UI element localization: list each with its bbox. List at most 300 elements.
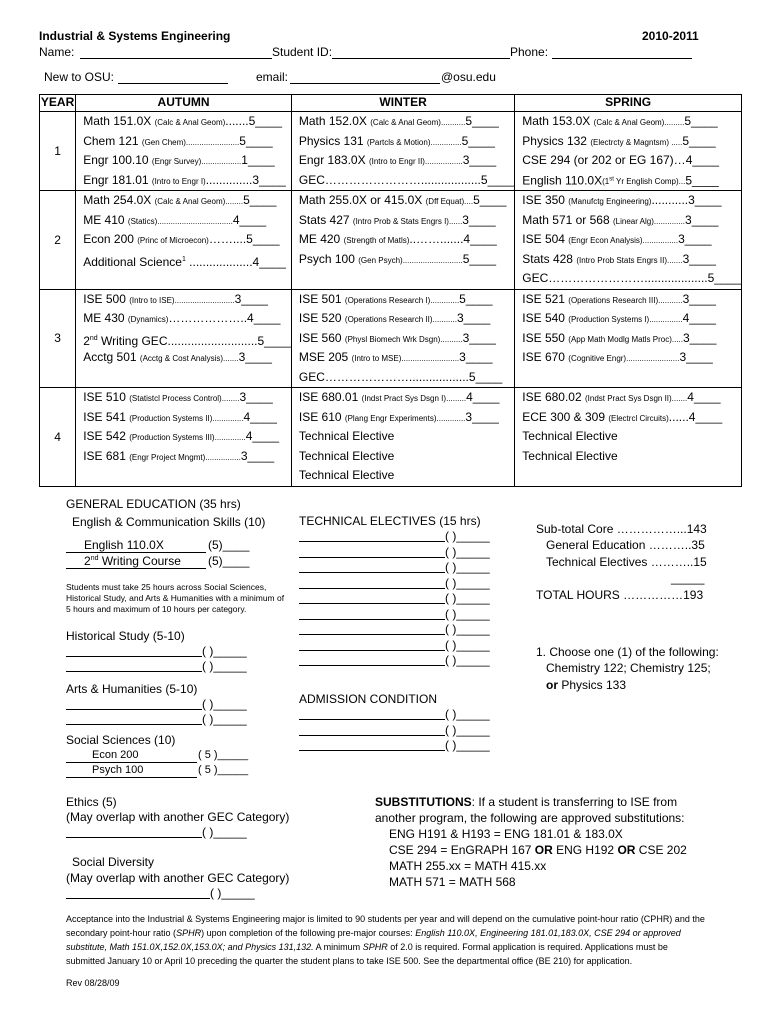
subtotal-tech: Technical Electives ………..15 <box>546 555 707 569</box>
course-name: Engr 181.01 <box>83 172 152 187</box>
course-description: (Gen Chem)........................ <box>141 137 240 147</box>
course-name: Stats 427 <box>298 212 353 227</box>
admission-hours: ( )_____ <box>445 722 490 737</box>
acceptance-3b: A minimum <box>313 942 363 952</box>
historical-study-title: Historical Study (5-10) <box>66 629 185 643</box>
course-name: Chem 121 <box>83 133 142 148</box>
autumn-cell <box>76 191 292 290</box>
course-entry <box>515 250 741 270</box>
admission-hours: ( )_____ <box>445 707 490 721</box>
footnote-line-1: 1. Choose one (1) of the following: <box>536 645 719 659</box>
course-description: (Plang Engr Experiments)............. <box>344 413 466 423</box>
course-name: ISE 540 <box>522 311 569 325</box>
course-description: (Physl Biomech Wrk Dsgn).......... <box>344 334 463 344</box>
course-hours: 5____ <box>480 172 515 187</box>
historical-hours-1: ( )_____ <box>202 644 247 658</box>
course-entry <box>76 388 291 408</box>
course-hours: 3____ <box>683 330 717 345</box>
course-description: (Intro to MSE).......................... <box>351 354 460 363</box>
course-description: (Intro Prob & Stats Engrs I)...... <box>352 216 463 226</box>
tech-elective-field[interactable] <box>299 541 445 542</box>
admission-field[interactable] <box>299 719 445 720</box>
footnote-line-2: Chemistry 122; Chemistry 125; <box>546 661 711 675</box>
acceptance-2c: ) upon completion of the following pre-major courses: <box>201 928 416 938</box>
course-entry <box>76 329 291 349</box>
course-entry <box>292 171 514 191</box>
second-writing-label: 2nd Writing Course <box>84 554 181 568</box>
course-entry <box>292 329 514 349</box>
course-hours: 4____ <box>687 390 721 404</box>
course-description: (Calc & Anal Geom) <box>154 118 226 127</box>
course-hours: 3____ <box>465 409 499 424</box>
new-to-osu-field[interactable] <box>118 83 228 84</box>
course-entry <box>515 309 741 329</box>
psych-100-row <box>66 764 197 778</box>
course-description: (Gen Psych)........................... <box>358 255 463 265</box>
tech-elective-hours: ( )_____ <box>445 544 490 559</box>
course-name: ISE 681 <box>83 448 130 463</box>
substitutions-intro <box>375 795 677 809</box>
year-label: 2 <box>40 191 76 290</box>
course-entry <box>515 171 741 191</box>
course-description: (Engr Project Mngmt)................ <box>129 452 241 462</box>
tech-elective-hours: ( )_____ <box>445 575 490 590</box>
course-hours: 4____ <box>243 409 277 424</box>
course-description: (Linear Alg).............. <box>613 216 686 226</box>
course-name: Econ 200 <box>83 232 138 246</box>
course-name: Engr 100.10 <box>83 153 152 167</box>
course-description: (Operations Research II)........... <box>344 315 457 324</box>
course-hours: 4____ <box>245 429 280 443</box>
gen-ed-note: Students must take 25 hours across Social Sciences, Historical Study, and Arts & Humanities with a minimum of 5 hours and maximum of 10 hours per category. <box>66 582 285 614</box>
course-entry <box>292 466 514 486</box>
course-hours: 3____ <box>459 350 493 364</box>
tech-elective-hours: ( )_____ <box>445 560 490 574</box>
course-hours: 5____ <box>459 291 493 306</box>
acceptance-3c: SPHR <box>362 942 388 952</box>
course-entry <box>76 309 291 329</box>
course-entry <box>515 388 741 408</box>
course-hours: 5____ <box>465 114 499 128</box>
course-hours: 4____ <box>685 153 720 167</box>
course-name: ISE 541 <box>83 409 130 424</box>
course-hours: 5____ <box>239 133 273 148</box>
course-name: ISE 560 <box>298 330 345 345</box>
course-entry <box>515 290 741 310</box>
course-entry <box>292 408 514 428</box>
ethics-hours: ( )_____ <box>202 825 247 839</box>
course-entry <box>76 447 291 467</box>
course-hours: 5____ <box>685 173 719 188</box>
course-name: ISE 550 <box>522 330 569 345</box>
course-hours: 3____ <box>682 251 716 266</box>
course-hours: 3____ <box>682 291 716 306</box>
english-110-hours: (5)____ <box>208 538 250 552</box>
tech-elective-field[interactable] <box>299 634 445 635</box>
course-name: Physics 131 <box>298 133 367 148</box>
winter-cell <box>291 191 514 290</box>
course-entry <box>515 348 741 368</box>
winter-header: WINTER <box>291 95 514 112</box>
ethics-note: (May overlap with another GEC Category) <box>66 810 290 824</box>
course-name: ISE 500 <box>83 291 130 306</box>
course-entry <box>292 211 514 231</box>
arts-field-1[interactable] <box>66 709 202 710</box>
year-row-1 <box>40 112 742 191</box>
course-name: 2nd Writing GEC........................... <box>83 333 258 348</box>
course-hours: 5____ <box>684 114 718 128</box>
spring-cell <box>515 191 742 290</box>
econ-200-label: Econ 200 <box>92 749 139 761</box>
course-description: (Production Systems III).............. <box>129 433 246 442</box>
admission-field[interactable] <box>299 750 445 751</box>
course-entry <box>292 230 514 250</box>
course-description: (Manufctg Engineering) <box>568 197 652 206</box>
substitution-cse-b: ENG H192 <box>552 843 618 857</box>
course-hours: .......5____ <box>225 114 283 128</box>
course-name: Technical Elective <box>298 429 395 443</box>
course-entry <box>76 427 291 447</box>
email-field[interactable] <box>290 83 440 84</box>
course-entry <box>292 368 514 388</box>
course-name: Technical Elective <box>522 429 618 443</box>
course-description: (Calc & Anal Geom)........ <box>154 197 244 206</box>
course-name: Math 153.0X <box>522 114 594 128</box>
course-description: (Electrcl Circuits) <box>608 413 669 423</box>
second-writing-hours: (5)____ <box>208 554 250 568</box>
ethics-field[interactable] <box>66 837 202 838</box>
course-name: ME 430 <box>83 311 128 325</box>
english-comm-title: English & Communication Skills (10) <box>72 515 266 529</box>
course-name: ISE 670 <box>522 350 569 364</box>
course-description: (Dynamics) <box>127 315 169 324</box>
course-hours: ..............3____ <box>205 172 286 187</box>
name-label: Name: <box>39 45 75 59</box>
course-entry <box>292 112 514 132</box>
acceptance-3a: substitute, Math 151.0X,152.0X,153.0X; and Physics 131,132. <box>66 942 314 952</box>
course-description: (Intro to ISE)........................... <box>129 295 235 305</box>
autumn-header: AUTUMN <box>76 95 292 112</box>
spring-header: SPRING <box>515 95 742 112</box>
course-description: (Intro Prob Stats Engrs II)....... <box>576 255 683 265</box>
course-name: ME 410 <box>83 212 128 227</box>
acceptance-3d: of 2.0 is required. Formal application is required. Applications must be <box>387 942 668 952</box>
course-hours: 5____ <box>682 133 716 148</box>
tech-elective-field[interactable] <box>299 572 445 573</box>
course-name: ISE 680.02 <box>522 390 585 404</box>
course-description: (Electrcty & Magntsm) ..... <box>590 137 683 147</box>
historical-field-1[interactable] <box>66 656 202 657</box>
acceptance-line-3 <box>66 940 668 954</box>
year-label: 1 <box>40 112 76 191</box>
course-entry <box>76 132 291 152</box>
course-entry <box>515 151 741 171</box>
substitution-math-571: MATH 571 = MATH 568 <box>389 875 516 889</box>
arts-hours-1: ( )_____ <box>202 697 247 711</box>
course-description: (Intro to Engr II)................. <box>368 157 463 166</box>
course-entry <box>515 408 741 428</box>
course-name: Technical Elective <box>298 468 395 482</box>
year-row-4 <box>40 388 742 487</box>
course-entry <box>515 211 741 231</box>
tech-elective-field[interactable] <box>299 603 445 604</box>
course-description: (Indst Pract Sys Dsgn II)....... <box>584 394 688 403</box>
course-hours: 4____ <box>682 311 716 325</box>
tech-elective-hours: ( )_____ <box>445 529 490 543</box>
course-description: (Operations Research III)........... <box>568 295 683 305</box>
course-entry <box>292 151 514 171</box>
course-entry <box>292 132 514 152</box>
course-name: ISE 542 <box>83 429 130 443</box>
course-entry <box>515 329 741 349</box>
course-hours: ………………..4____ <box>168 311 281 325</box>
course-entry <box>76 171 291 191</box>
tech-elective-field[interactable] <box>299 557 445 558</box>
english-110-row <box>66 538 206 553</box>
course-name: ISE 510 <box>83 390 130 404</box>
econ-200-hours: ( 5 )_____ <box>198 749 249 761</box>
substitutions-intro-2: another program, the following are approved substitutions: <box>375 811 685 825</box>
footnote-physics: Physics 133 <box>558 678 627 692</box>
course-hours: 4____ <box>466 390 500 404</box>
course-description: (Indst Pract Sys Dsgn I)......... <box>361 394 467 403</box>
course-description: (1st Yr English Comp)... <box>602 176 686 187</box>
email-label: email: <box>256 70 289 84</box>
second-writing-row <box>66 554 206 569</box>
substitution-math-255: MATH 255.xx = MATH 415.xx <box>389 859 547 873</box>
course-description: (Intro to Engr I) <box>151 176 206 186</box>
course-name: Technical Elective <box>522 448 618 463</box>
social-diversity-hours: ( )_____ <box>210 886 255 900</box>
tech-elective-field[interactable] <box>299 665 445 666</box>
course-name: ISE 680.01 <box>298 390 362 404</box>
subtotal-gen-ed: General Education ………..35 <box>546 538 705 552</box>
phone-label: Phone: <box>510 45 549 59</box>
course-name: ISE 350 <box>522 193 569 207</box>
course-hours: 5____ <box>461 133 495 148</box>
social-diversity-note: (May overlap with another GEC Category) <box>66 871 290 885</box>
course-description: (Calc & Anal Geom)......... <box>593 118 685 127</box>
footnote-or: or <box>546 678 558 692</box>
course-name: GEC…………………….................. <box>298 172 481 187</box>
total-rule: _____ <box>671 571 705 585</box>
course-name: ISE 610 <box>298 409 345 424</box>
course-hours: 3____ <box>456 311 491 325</box>
english-110-label: English 110.0X <box>84 538 164 552</box>
acceptance-line-4: submitted January 10 or April 10 preceding the quarter the student plans to take ISE 500. See the departmental office (BE 210) for application. <box>66 956 633 966</box>
phone-field[interactable] <box>552 58 692 59</box>
course-entry <box>76 230 291 250</box>
social-diversity-field[interactable] <box>66 898 210 899</box>
course-entry <box>76 408 291 428</box>
course-entry <box>76 348 291 368</box>
course-entry <box>76 112 291 132</box>
course-name: Engr 183.0X <box>298 153 369 167</box>
course-hours: 5____ <box>462 251 497 266</box>
course-description: (Statics).................................. <box>127 216 233 226</box>
course-hours: 5____ <box>473 193 507 207</box>
course-description: (Partcls & Motion).............. <box>366 137 462 147</box>
winter-cell <box>291 289 514 388</box>
course-name: ME 420 <box>298 232 344 246</box>
social-sciences-title: Social Sciences (10) <box>66 733 176 747</box>
course-description: (Strength of Matls) <box>343 236 410 245</box>
year-label: 3 <box>40 289 76 388</box>
course-name: Math 254.0X <box>83 193 155 207</box>
course-description: (Cognitive Engr)........................ <box>568 354 680 363</box>
course-entry <box>292 309 514 329</box>
course-name: Psych 100 <box>298 251 359 266</box>
course-name: ISE 501 <box>298 291 345 306</box>
course-entry <box>292 250 514 270</box>
course-entry <box>292 388 514 408</box>
course-hours: 5____ <box>257 333 291 348</box>
acceptance-2a: secondary point-hour ratio ( <box>66 928 177 938</box>
course-hours: 3____ <box>239 390 273 404</box>
course-hours: 3____ <box>240 448 275 463</box>
course-description: (Operations Research I)............. <box>344 295 460 305</box>
course-hours: ......4____ <box>668 409 723 424</box>
course-entry <box>515 191 741 211</box>
social-diversity-title: Social Diversity <box>72 855 155 869</box>
course-name: Math 571 or 568 <box>522 212 613 227</box>
course-name: GEC………………….................. <box>298 369 469 384</box>
tech-elective-hours: ( )_____ <box>445 591 490 605</box>
course-hours: ...........3____ <box>651 193 722 207</box>
admission-field[interactable] <box>299 735 445 736</box>
course-entry <box>292 191 514 211</box>
name-field[interactable] <box>80 58 272 59</box>
course-hours: ...................4____ <box>185 254 286 269</box>
course-hours: 5____ <box>707 271 741 285</box>
autumn-cell <box>76 112 292 191</box>
course-description: (Production Systems II).............. <box>129 413 244 423</box>
admission-hours: ( )_____ <box>445 738 490 752</box>
acceptance-2b: SPHR <box>176 928 202 938</box>
course-name: Additional Science <box>83 254 182 269</box>
course-hours: 3____ <box>678 232 712 246</box>
autumn-cell <box>76 388 292 487</box>
course-entry <box>515 112 741 132</box>
psych-100-hours: ( 5 )_____ <box>198 764 249 776</box>
course-hours: 1____ <box>241 153 275 167</box>
student-id-label: Student ID: <box>272 45 333 59</box>
course-name: ECE 300 & 309 <box>522 409 609 424</box>
substitution-eng: ENG H191 & H193 = ENG 181.01 & 183.0X <box>389 827 623 841</box>
acceptance-line-1: Acceptance into the Industrial & Systems Engineering major is limited to 90 students per year and will depend on the cumulative point-hour ratio (CPHR) and the <box>66 914 705 924</box>
course-entry <box>292 290 514 310</box>
course-entry <box>76 290 291 310</box>
course-schedule-table <box>39 94 742 487</box>
course-name: GEC……………………................... <box>522 271 708 285</box>
tech-elective-hours: ( )_____ <box>445 653 490 667</box>
course-description: (Engr Survey).................. <box>151 157 242 166</box>
course-hours: ……....5____ <box>208 232 280 246</box>
course-hours: 3____ <box>462 330 496 345</box>
substitution-cse-or-1: OR <box>534 843 553 857</box>
course-entry <box>515 269 741 289</box>
course-entry <box>515 447 741 467</box>
course-name: Physics 132 <box>522 133 591 148</box>
year-header: YEAR <box>40 95 76 112</box>
course-description: (App Math Modlg Matls Proc)..... <box>568 334 683 344</box>
email-domain: @osu.edu <box>441 70 496 84</box>
revision-date: Rev 08/28/09 <box>66 978 120 988</box>
historical-field-2[interactable] <box>66 671 202 672</box>
course-entry <box>292 348 514 368</box>
substitutions-title: SUBSTITUTIONS <box>375 795 472 809</box>
footnote-marker: 1 <box>181 255 186 263</box>
tech-elective-field[interactable] <box>299 588 445 589</box>
winter-cell <box>291 112 514 191</box>
course-entry <box>515 427 741 447</box>
course-name: CSE 294 (or 202 or EG 167)… <box>522 153 686 167</box>
course-name: Acctg 501 <box>83 350 140 364</box>
winter-cell <box>291 388 514 487</box>
spring-cell <box>515 388 742 487</box>
course-description: (Acctg & Cost Analysis)....... <box>139 354 239 363</box>
department-title: Industrial & Systems Engineering <box>39 29 231 43</box>
year-row-3 <box>40 289 742 388</box>
student-id-field[interactable] <box>332 58 510 59</box>
course-hours: ..…….......4____ <box>409 232 497 246</box>
arts-field-2[interactable] <box>66 724 202 725</box>
course-name: Math 152.0X <box>298 114 371 128</box>
econ-200-row <box>66 749 197 763</box>
course-hours: 3____ <box>462 153 497 167</box>
gen-ed-title: GENERAL EDUCATION (35 hrs) <box>66 497 241 511</box>
course-hours: 3____ <box>679 350 713 364</box>
ethics-title: Ethics (5) <box>66 795 117 809</box>
course-description: (Princ of Microecon) <box>137 236 209 245</box>
course-name: Math 255.0X or 415.0X <box>298 193 426 207</box>
course-name: English 110.0X <box>522 173 603 188</box>
acceptance-line-2 <box>66 926 681 940</box>
acceptance-2d: English 110.0X, Engineering 181.01,183.0X, CSE 294 or approved <box>415 928 681 938</box>
course-hours: 5____ <box>468 369 503 384</box>
substitution-cse-c: CSE 202 <box>635 843 687 857</box>
course-name: MSE 205 <box>298 350 352 364</box>
tech-elective-hours: ( )_____ <box>445 637 490 652</box>
course-entry <box>76 211 291 231</box>
course-entry <box>515 230 741 250</box>
subtotal-core: Sub-total Core ……………...143 <box>536 522 707 536</box>
course-hours: 3____ <box>462 212 496 227</box>
course-name: Stats 428 <box>522 251 577 266</box>
substitution-cse-or-2: OR <box>617 843 636 857</box>
footnote-line-3 <box>546 678 626 692</box>
substitution-cse-a: CSE 294 = EnGRAPH 167 <box>389 843 535 857</box>
course-hours: 3____ <box>234 291 268 306</box>
academic-year: 2010-2011 <box>642 29 699 43</box>
course-name: ISE 504 <box>522 232 569 246</box>
new-to-osu-label: New to OSU: <box>44 70 115 84</box>
substitutions-intro-text: : If a student is transferring to ISE from <box>471 795 678 809</box>
tech-elective-field[interactable] <box>299 650 445 651</box>
tech-elective-hours: ( )_____ <box>445 606 490 621</box>
course-description: (Production Systems I)............... <box>568 315 683 324</box>
course-entry <box>292 427 514 447</box>
course-name: Technical Elective <box>298 448 395 463</box>
substitution-cse <box>389 843 687 857</box>
tech-elective-hours: ( )_____ <box>445 622 490 636</box>
course-entry <box>76 250 291 270</box>
course-entry <box>292 447 514 467</box>
psych-100-label: Psych 100 <box>92 764 144 776</box>
course-hours: 3____ <box>685 212 719 227</box>
course-entry <box>76 191 291 211</box>
tech-elective-field[interactable] <box>299 619 445 620</box>
